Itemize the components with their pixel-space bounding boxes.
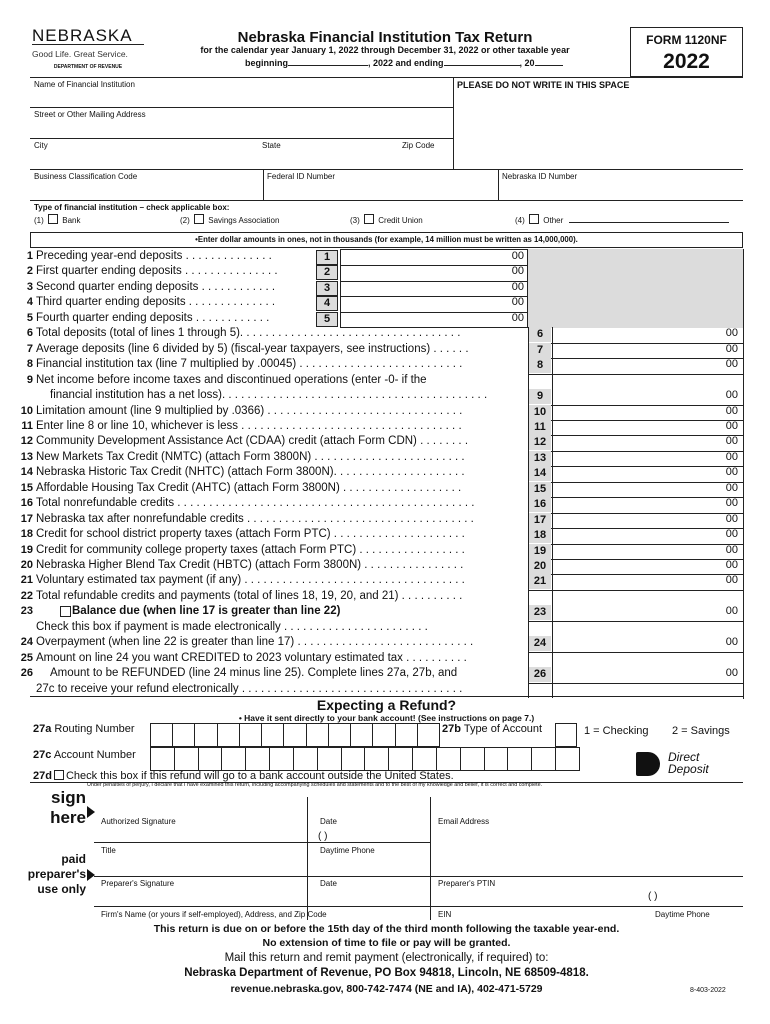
form-number: FORM 1120NF	[646, 33, 727, 47]
line-text: financial institution has a net loss). . . . . . . . . . . . . . . . . . . . . . . . . . . . . . . . . . . . . . . . . .	[50, 389, 488, 402]
cents-2: 00	[511, 265, 524, 278]
firm-label: Firm's Name (or yours if self-employed), Address, and Zip Code	[101, 910, 327, 919]
line-box-15: 15	[529, 482, 551, 497]
line-number: 18	[20, 528, 33, 541]
line-number: 2	[26, 265, 33, 278]
ptin-label: Preparer's PTIN	[438, 879, 496, 888]
sign-arrow-icon	[87, 806, 95, 818]
refund-sub: • Have it sent directly to your bank account! (See instructions on page 7.)	[238, 713, 535, 723]
line-text: Overpayment (when line 22 is greater than line 17) . . . . . . . . . . . . . . . . . . . . . . . . . . . .	[36, 636, 474, 649]
line-box-20: 20	[529, 559, 551, 574]
cents-9: 00	[725, 389, 738, 402]
line-text: Amount on line 24 you want CREDITED to 2023 voluntary estimated tax . . . . . . . . . .	[36, 651, 467, 664]
line-number: 14	[20, 466, 33, 479]
line-box-12: 12	[529, 435, 551, 450]
credit-union-label: Credit Union	[378, 216, 423, 225]
cents-3: 00	[511, 280, 524, 293]
phone-paren2: ( )	[648, 891, 658, 902]
ending-label: , 2022 and ending	[368, 58, 444, 68]
row-line	[528, 590, 743, 591]
logo-dept: DEPARTMENT OF REVENUE	[53, 64, 123, 70]
line-text: Check this box if payment is made electronically . . . . . . . . . . . . . . . . . . . . . . .	[36, 620, 428, 633]
cents-4: 00	[511, 296, 524, 309]
routing-number-input[interactable]	[150, 723, 440, 747]
line-number: 9	[26, 373, 33, 386]
line-text: 27c to receive your refund electronically . . . . . . . . . . . . . . . . . . . . . . . . . . . . . . . . . . .	[36, 682, 463, 695]
cents-13: 00	[725, 450, 738, 463]
amount-input-11[interactable]	[553, 420, 713, 435]
deposit-input-4[interactable]	[340, 296, 500, 311]
no-extension-text: No extension of time to file or pay will be granted.	[262, 937, 511, 949]
line-text: First quarter ending deposits . . . . . . . . . . . . . . .	[36, 265, 278, 278]
bank-checkbox[interactable]	[48, 214, 58, 224]
type-options	[34, 214, 744, 225]
l27a-num: 27a	[33, 723, 52, 735]
line-number: 20	[20, 559, 33, 571]
line-box-5: 5	[316, 312, 338, 327]
line-text: Amount to be REFUNDED (line 24 minus line 25). Complete lines 27a, 27b, and	[50, 667, 458, 680]
line-text: Total refundable credits and payments (total of lines 18, 19, 20, and 21) . . . . . . . . . .	[36, 589, 463, 602]
opt4-num: (4)	[515, 216, 525, 225]
account-text: Account Number	[53, 749, 136, 761]
date-label: Date	[320, 817, 337, 826]
sign-here	[40, 788, 86, 828]
line-number: 16	[20, 497, 33, 510]
line-box-11: 11	[529, 420, 551, 435]
routing-label	[33, 723, 135, 735]
line-number: 10	[20, 404, 33, 417]
dd-text1: Direct	[668, 750, 700, 764]
line-box-19: 19	[529, 544, 551, 559]
line-number: 11	[21, 419, 33, 432]
use-only-text: use only	[37, 882, 86, 896]
dd-icon	[636, 752, 660, 776]
account-type-input[interactable]	[555, 723, 577, 747]
account-type-label	[442, 723, 542, 735]
cents-21: 00	[725, 574, 738, 587]
mail-text: Mail this return and remit payment (electronically, if required) to:	[224, 952, 549, 964]
line-text: Total nonrefundable credits . . . . . . . . . . . . . . . . . . . . . . . . . . . . . . . . . . . . . . . . . . . . . . .	[36, 497, 475, 510]
line-text: Preceding year-end deposits . . . . . . . . . . . . . .	[36, 250, 272, 262]
amount-input-24[interactable]	[553, 636, 713, 651]
amount-input-19[interactable]	[553, 544, 713, 559]
cents-1: 00	[511, 250, 524, 262]
savings-option: 2 = Savings	[672, 725, 730, 737]
paid-text: paid	[61, 852, 86, 866]
line-number: 15	[20, 481, 33, 494]
form-year: 2022	[663, 50, 710, 73]
foreign-account-checkbox[interactable]	[54, 770, 64, 780]
cents-14: 00	[725, 466, 738, 479]
amount-input-9[interactable]	[553, 389, 713, 404]
line-box-3: 3	[316, 281, 338, 296]
line-text: Financial institution tax (line 7 multiplied by .00045) . . . . . . . . . . . . . . . . . . . . . . . . . .	[36, 358, 463, 371]
cents-11: 00	[725, 419, 738, 432]
paid-preparer	[0, 852, 86, 897]
line-text: Total deposits (total of lines 1 through 5). . . . . . . . . . . . . . . . . . . . . . . . . . . . . . . . . . .	[36, 327, 461, 340]
amount-input-8[interactable]	[553, 358, 713, 373]
line-number: 25	[20, 651, 33, 664]
notice-box: •Enter dollar amounts in ones, not in thousands (for example, 14 million must be written as 14,000,000).	[30, 232, 743, 248]
cents-23: 00	[725, 605, 738, 618]
line-text: New Markets Tax Credit (NMTC) (attach Form 3800N) . . . . . . . . . . . . . . . . . . . . . . . .	[36, 450, 465, 463]
amount-input-6[interactable]	[553, 327, 713, 342]
l27c-num: 27c	[33, 749, 52, 761]
name-label: Name of Financial Institution	[34, 80, 135, 89]
no-write-label: PLEASE DO NOT WRITE IN THIS SPACE	[457, 80, 630, 90]
opt1-num: (1)	[34, 216, 44, 225]
line-number: 23	[20, 605, 33, 618]
line-number: 12	[20, 435, 33, 448]
line-box-17: 17	[529, 513, 551, 528]
electronic-payment-checkbox[interactable]	[60, 606, 71, 617]
line-text: Credit for community college property taxes (attach Form PTC) . . . . . . . . . . . . . . . . .	[36, 543, 465, 556]
street-label: Street or Other Mailing Address	[34, 110, 146, 119]
line-text: Nebraska Higher Blend Tax Credit (HBTC) (attach Form 3800N) . . . . . . . . . . . . . . . .	[36, 559, 464, 571]
line-text: Credit for school district property taxes (attach Form PTC) . . . . . . . . . . . . . . . . . . . . .	[36, 528, 465, 541]
other-checkbox[interactable]	[529, 214, 539, 224]
daytime-phone-label: Daytime Phone	[320, 846, 375, 855]
auth-sig-label: Authorized Signature	[101, 817, 176, 826]
line-text: Fourth quarter ending deposits . . . . . . . . . . . .	[36, 311, 270, 324]
line-number: 4	[26, 296, 33, 309]
cents-15: 00	[725, 481, 738, 494]
deposit-input-2[interactable]	[340, 265, 500, 280]
line-number: 13	[20, 450, 33, 463]
line-text: Third quarter ending deposits . . . . . . . . . . . . . .	[36, 296, 276, 309]
sign-text: sign	[51, 788, 86, 807]
email-label: Email Address	[438, 817, 490, 826]
savings-label: Savings Association	[208, 216, 280, 225]
line-box-16: 16	[529, 497, 551, 512]
row-line	[528, 683, 743, 684]
line-box-9: 9	[529, 389, 551, 404]
cents-12: 00	[725, 435, 738, 448]
year-label: , 20	[519, 58, 535, 68]
amount-input-20[interactable]	[553, 559, 713, 574]
amount-input-16[interactable]	[553, 497, 713, 512]
line-box-26: 26	[529, 667, 551, 682]
line-number: 7	[26, 342, 33, 355]
bank-label: Bank	[62, 216, 81, 225]
amount-input-10[interactable]	[553, 405, 713, 420]
row-line	[528, 652, 743, 653]
line-number: 6	[26, 327, 33, 340]
line-box-7: 7	[529, 343, 551, 358]
line-number: 5	[26, 311, 33, 324]
savings-checkbox[interactable]	[194, 214, 204, 224]
line-number: 24	[20, 636, 33, 649]
foreign-account-row	[33, 770, 454, 782]
type-text: Type of Account	[463, 723, 543, 735]
deposit-input-1[interactable]	[340, 250, 500, 265]
amount-input-12[interactable]	[553, 435, 713, 450]
cents-8: 00	[725, 358, 738, 371]
cents-20: 00	[725, 559, 738, 571]
date2-label: Date	[320, 879, 337, 888]
form-title: Nebraska Financial Institution Tax Return	[237, 29, 533, 46]
line-box-14: 14	[529, 466, 551, 481]
line-text: Nebraska Historic Tax Credit (NHTC) (attach Form 3800N). . . . . . . . . . . . . . . . . . . . .	[36, 466, 465, 479]
opt2-num: (2)	[180, 216, 190, 225]
amount-input-21[interactable]	[553, 574, 713, 589]
line-text: Balance due (when line 17 is greater than line 22)	[72, 605, 341, 618]
amount-input-23[interactable]	[553, 605, 713, 620]
city-label: City	[34, 141, 48, 150]
zip-label: Zip Code	[402, 141, 435, 150]
line-text: Voluntary estimated tax payment (if any) . . . . . . . . . . . . . . . . . . . . . . . . . . . . . . . . . . .	[36, 574, 465, 587]
preparers-text: preparer's	[27, 867, 86, 881]
line-box-23: 23	[529, 605, 551, 620]
line-box-21: 21	[529, 574, 551, 589]
line-box-8: 8	[529, 358, 551, 373]
amount-input-14[interactable]	[553, 466, 713, 481]
daytime-phone2-label: Daytime Phone	[655, 910, 710, 919]
amount-input-17[interactable]	[553, 513, 713, 528]
state-label: State	[262, 141, 281, 150]
cents-7: 00	[725, 342, 738, 355]
cents-17: 00	[725, 512, 738, 525]
due-text: This return is due on or before the 15th day of the third month following the taxable year-end.	[153, 923, 620, 935]
cents-5: 00	[511, 311, 524, 324]
line-box-18: 18	[529, 528, 551, 543]
line-text: Net income before income taxes and discontinued operations (enter -0- if the	[36, 373, 427, 386]
credit-union-checkbox[interactable]	[364, 214, 374, 224]
phone-paren: ( )	[318, 831, 328, 842]
line-box-6: 6	[529, 327, 551, 342]
form-subtitle: for the calendar year January 1, 2022 through December 31, 2022 or other taxable year	[200, 45, 570, 55]
line-number: 21	[20, 574, 33, 587]
cents-16: 00	[725, 497, 738, 510]
opt3-num: (3)	[350, 216, 360, 225]
right-edge-line	[743, 249, 744, 699]
line-number: 8	[26, 358, 33, 371]
line-box-2: 2	[316, 265, 338, 280]
line-text: Enter line 8 or line 10, whichever is less . . . . . . . . . . . . . . . . . . . . . . . . . . . . . . . . . . .	[36, 419, 462, 432]
address-text: Nebraska Department of Revenue, PO Box 94818, Lincoln, NE 68509-4818.	[184, 967, 589, 979]
line-number: 22	[20, 589, 33, 602]
line-number: 17	[20, 512, 33, 525]
beginning-label: beginning	[245, 58, 288, 68]
dd-text2: Deposit	[668, 762, 709, 776]
penalty-statement: Under penalties of perjury, I declare that I have examined this return, including accompanying schedules and statements and to the best of my knowledge and belief, it is correct and complete.	[87, 782, 543, 788]
ein-label: EIN	[438, 910, 452, 919]
form-code: 8-403-2022	[690, 987, 726, 994]
logo-tagline: Good Life. Great Service.	[32, 49, 128, 59]
refund-title: Expecting a Refund?	[316, 697, 457, 713]
form-number-box	[630, 27, 743, 77]
line-box-24: 24	[529, 636, 551, 651]
cents-6: 00	[725, 327, 738, 340]
checking-option: 1 = Checking	[584, 725, 649, 737]
cents-10: 00	[725, 404, 738, 417]
cents-18: 00	[725, 528, 738, 541]
line-number: 26	[20, 667, 33, 680]
preparer-sig-label: Preparer's Signature	[101, 879, 175, 888]
line-number: 1	[26, 250, 33, 262]
line-number: 3	[26, 280, 33, 293]
bcc-label: Business Classification Code	[34, 172, 138, 181]
line-box-1: 1	[316, 250, 338, 265]
logo	[32, 27, 144, 70]
line-text: Nebraska tax after nonrefundable credits . . . . . . . . . . . . . . . . . . . . . . . . . . . . . . . . . . . .	[36, 512, 474, 525]
title-label: Title	[101, 846, 116, 855]
taxable-period	[245, 58, 563, 68]
line-text: Affordable Housing Tax Credit (AHTC) (attach Form 3800N) . . . . . . . . . . . . . . . . . . .	[36, 481, 462, 494]
deposit-input-5[interactable]	[340, 312, 500, 327]
l27b-num: 27b	[442, 723, 461, 735]
cents-26: 00	[725, 667, 738, 680]
line-text: Average deposits (line 6 divided by 5) (fiscal-year taxpayers, see instructions) . . . . . .	[36, 342, 469, 355]
l27d-num: 27d	[33, 770, 52, 782]
deposit-input-3[interactable]	[340, 281, 500, 296]
direct-deposit-logo	[636, 750, 726, 778]
row-line	[528, 374, 743, 375]
account-label	[33, 749, 136, 761]
line-text: Second quarter ending deposits . . . . . . . . . . . .	[36, 280, 276, 293]
account-number-input[interactable]	[150, 747, 580, 771]
amount-input-13[interactable]	[553, 451, 713, 466]
fein-label: Federal ID Number	[267, 172, 336, 181]
cents-19: 00	[725, 543, 738, 556]
amount-input-26[interactable]	[553, 667, 713, 682]
routing-text: Routing Number	[54, 723, 135, 735]
logo-brand: NEBRASKA	[32, 27, 144, 45]
row-line	[528, 621, 743, 622]
type-heading: Type of financial institution – check applicable box:	[34, 203, 230, 212]
cents-24: 00	[725, 636, 738, 649]
amount-input-15[interactable]	[553, 482, 713, 497]
shaded-area	[528, 249, 743, 328]
line-text: Limitation amount (line 9 multiplied by .0366) . . . . . . . . . . . . . . . . . . . . . . . . . . . . . . .	[36, 404, 463, 417]
foreign-account-text: Check this box if this refund will go to a bank account outside the United States.	[65, 770, 454, 782]
line-number: 19	[20, 543, 33, 556]
line-box-10: 10	[529, 405, 551, 420]
other-label: Other	[543, 216, 564, 225]
web-text: revenue.nebraska.gov, 800-742-7474 (NE and IA), 402-471-5729	[230, 983, 543, 995]
line-box-13: 13	[529, 451, 551, 466]
preparer-arrow-icon	[87, 869, 95, 881]
here-text: here	[50, 808, 86, 827]
line-box-4: 4	[316, 296, 338, 311]
amount-input-7[interactable]	[553, 343, 713, 358]
amount-input-18[interactable]	[553, 528, 713, 543]
line-text: Community Development Assistance Act (CDAA) credit (attach Form CDN) . . . . . . . .	[36, 435, 469, 448]
neid-label: Nebraska ID Number	[502, 172, 578, 181]
